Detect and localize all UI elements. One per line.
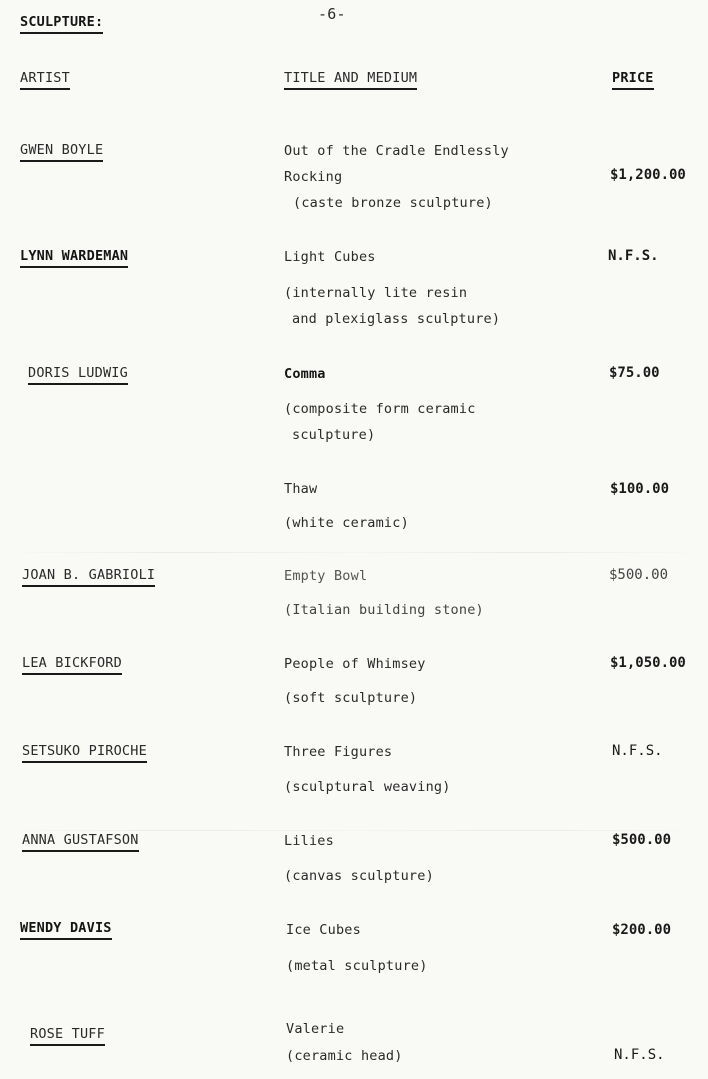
- artwork-medium: (soft sculpture): [284, 690, 418, 706]
- artwork-price: $1,200.00: [610, 167, 686, 183]
- artwork-title: Out of the Cradle Endlessly: [284, 143, 509, 159]
- column-header-artist: ARTIST: [20, 70, 70, 90]
- artist-name: ANNA GUSTAFSON: [22, 832, 139, 852]
- artwork-price: N.F.S.: [612, 743, 663, 759]
- artwork-price: $200.00: [612, 922, 672, 938]
- paper-crease: [0, 830, 708, 831]
- artwork-title: Light Cubes: [284, 249, 376, 265]
- artist-name: WENDY DAVIS: [20, 920, 112, 940]
- artist-name: LEA BICKFORD: [22, 655, 122, 675]
- section-label: SCULPTURE:: [20, 14, 103, 34]
- artist-name: LYNN WARDEMAN: [20, 248, 128, 268]
- artwork-price: $500.00: [609, 567, 669, 583]
- artwork-title: Empty Bowl: [284, 568, 368, 584]
- artist-name: ROSE TUFF: [30, 1026, 105, 1046]
- artwork-price: $500.00: [612, 832, 672, 848]
- artist-name: JOAN B. GABRIOLI: [22, 567, 155, 587]
- artwork-medium: and plexiglass sculpture): [292, 311, 501, 327]
- artist-name: SETSUKO PIROCHE: [22, 743, 147, 763]
- artwork-title: Comma: [284, 366, 326, 382]
- column-header-title: TITLE AND MEDIUM: [284, 70, 417, 90]
- artwork-title: People of Whimsey: [284, 656, 426, 672]
- artwork-medium: (Italian building stone): [284, 602, 484, 618]
- artist-name: GWEN BOYLE: [20, 142, 103, 162]
- artwork-title: Lilies: [284, 833, 334, 849]
- artwork-price: $75.00: [609, 365, 660, 381]
- artwork-title: Three Figures: [284, 744, 393, 760]
- artist-name: DORIS LUDWIG: [28, 365, 128, 385]
- artwork-medium: sculpture): [292, 427, 376, 443]
- artwork-price: $1,050.00: [610, 655, 686, 671]
- artwork-price: N.F.S.: [614, 1047, 665, 1063]
- artwork-title: Ice Cubes: [286, 922, 361, 938]
- page-number: -6-: [318, 5, 346, 23]
- artwork-title: Rocking: [284, 169, 343, 185]
- artwork-medium: (composite form ceramic: [284, 401, 476, 417]
- artwork-price: N.F.S.: [608, 248, 659, 264]
- artwork-medium: (ceramic head): [286, 1048, 403, 1064]
- artwork-title: Thaw: [284, 481, 318, 497]
- artwork-medium: (canvas sculpture): [284, 868, 434, 884]
- column-header-price: PRICE: [612, 70, 654, 90]
- artwork-medium: (internally lite resin: [284, 285, 468, 301]
- artwork-medium: (white ceramic): [284, 515, 409, 531]
- paper-crease: [0, 552, 708, 553]
- artwork-price: $100.00: [610, 481, 670, 497]
- artwork-title: Valerie: [286, 1021, 345, 1037]
- artwork-medium: (metal sculpture): [286, 958, 428, 974]
- artwork-medium: (caste bronze sculpture): [293, 195, 493, 211]
- artwork-medium: (sculptural weaving): [284, 779, 451, 795]
